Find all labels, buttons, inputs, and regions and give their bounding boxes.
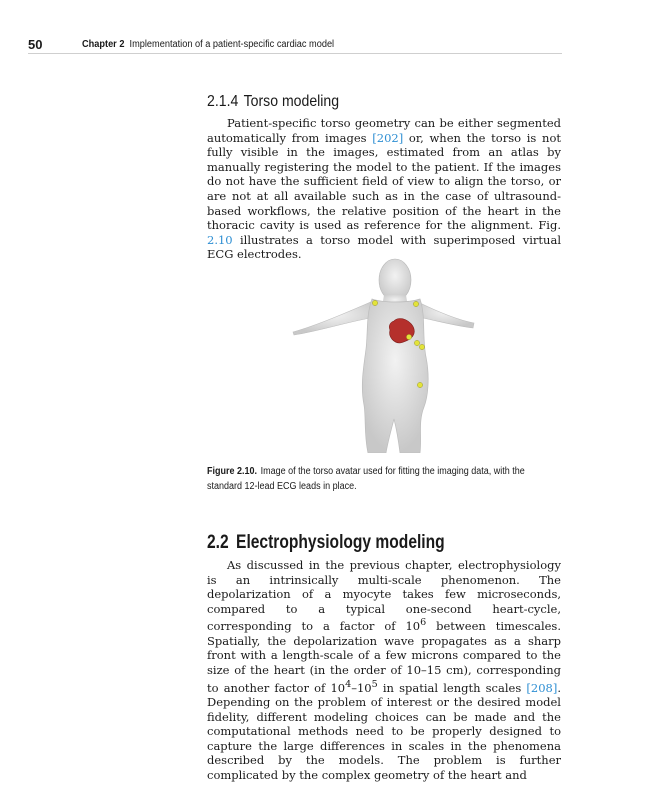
- ecg-electrode: [372, 300, 377, 305]
- figure-reference-link[interactable]: 2.10: [207, 232, 233, 247]
- running-head: [28, 37, 562, 54]
- exponent: 5: [371, 678, 378, 690]
- torso-avatar-figure: [288, 257, 478, 453]
- citation-link[interactable]: [208]: [526, 680, 558, 695]
- page-number: 50: [28, 37, 43, 52]
- ecg-electrode: [414, 340, 419, 345]
- exponent-base: 10: [330, 680, 346, 695]
- section-title: Torso modeling: [243, 93, 340, 110]
- paragraph-text: between timescales. Spatially, the depolarization wave propagates as a sharp front with a length-scale of a few microns compared to the size of the heart (in the order of 10–15 cm), corresponding to another factor of: [207, 619, 561, 695]
- torso-avatar-image: [288, 257, 478, 453]
- section-title: Electrophysiology modeling: [236, 532, 445, 553]
- citation-link[interactable]: [202]: [372, 130, 404, 145]
- paragraph-text: or, when the torso is not fully visible in the images, estimated from an atlas by manually registering the model to the patient. If the images do not have the sufficient field of view to align the torso, or are not at all available such as in the case of ultrasound-based workflows, the relative position of the heart in the thoracic cavity is used as reference for the alignment. Fig.: [207, 130, 561, 233]
- figure-caption: [207, 464, 549, 494]
- paragraph-text: illustrates a torso model with superimposed virtual ECG electrodes.: [207, 232, 561, 262]
- figure-label: Figure 2.10.: [207, 466, 258, 477]
- exponent-base: 10: [356, 680, 372, 695]
- section-number: 2.1.4: [207, 93, 239, 110]
- paragraph-text: . Depending on the problem of interest or the desired model fidelity, different modeling choices can be made and the computational methods need to be properly designed to capture the large differences in scales in the phenomena described by the models. The problem is further complicated by the complex geometry of the heart and: [207, 680, 561, 782]
- paragraph-text: Patient-specific torso geometry can be either segmented automatically from images: [207, 116, 561, 145]
- torso-body: [293, 259, 474, 453]
- section-number: 2.2: [207, 532, 229, 553]
- section-2-1-4-heading: [207, 93, 339, 111]
- section-2-2-heading: [207, 532, 445, 554]
- exponent: 6: [420, 617, 427, 629]
- chapter-title-text: Implementation of a patient-specific cardiac model: [129, 39, 335, 50]
- ecg-electrode: [419, 344, 424, 349]
- paragraph-text: As discussed in the previous chapter, electrophysiology is an intrinsically multi-scale phenomenon. The depolarization of a myocyte takes few microseconds, compared to a typical one-second heart-cycle, corresponding to a factor of: [207, 558, 561, 634]
- ecg-electrode: [413, 301, 418, 306]
- electrophysiology-paragraph: [207, 558, 561, 783]
- exponent-base: 10: [405, 619, 421, 634]
- range-dash: –: [351, 680, 357, 695]
- chapter-title: [82, 39, 334, 50]
- chapter-label: Chapter 2: [82, 39, 125, 50]
- exponent: 4: [345, 678, 352, 690]
- ecg-electrode: [406, 334, 411, 339]
- ecg-electrode: [417, 382, 422, 387]
- paragraph-text: in spatial length scales: [377, 680, 527, 695]
- torso-modeling-paragraph: [207, 116, 561, 262]
- caption-text: Image of the torso avatar used for fitting the imaging data, with the standard 12-lead ECG leads in place.: [207, 466, 525, 492]
